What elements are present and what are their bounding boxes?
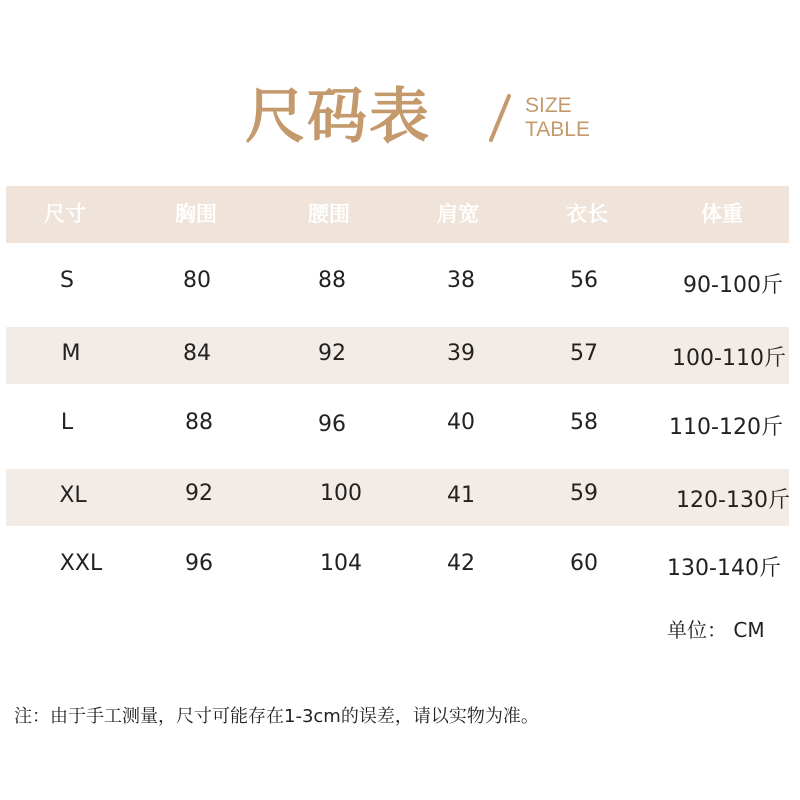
- header-weight: 体重: [701, 202, 743, 226]
- measurement-note: 注：由于手工测量，尺寸可能存在1-3cm的误差，请以实物为准。: [14, 706, 539, 727]
- header-waist: 腰围: [308, 202, 350, 226]
- waist-cell: 96: [318, 412, 346, 437]
- size-cell: XXL: [59, 551, 103, 576]
- length-cell: 59: [570, 481, 598, 506]
- chest-cell: 88: [185, 410, 213, 435]
- header-size: 尺寸: [44, 202, 86, 226]
- shoulder-cell: 39: [447, 341, 475, 366]
- chest-cell: 84: [183, 341, 211, 366]
- waist-cell: 92: [318, 341, 346, 366]
- weight-cell: 100-110斤: [672, 346, 786, 371]
- weight-cell: 110-120斤: [669, 415, 783, 440]
- weight-cell: 120-130斤: [676, 488, 790, 513]
- waist-cell: 104: [320, 551, 362, 576]
- subtitle-table: TABLE: [525, 118, 590, 141]
- size-cell: S: [60, 268, 74, 293]
- weight-cell: 90-100斤: [683, 273, 783, 298]
- header-shoulder: 肩宽: [437, 202, 479, 226]
- subtitle-size: SIZE: [525, 94, 572, 117]
- chest-cell: 80: [183, 268, 211, 293]
- unit-label: 单位： CM: [667, 618, 765, 642]
- shoulder-cell: 40: [447, 410, 475, 435]
- chest-cell: 92: [185, 481, 213, 506]
- length-cell: 56: [570, 268, 598, 293]
- length-cell: 57: [570, 341, 598, 366]
- waist-cell: 100: [320, 481, 362, 506]
- length-cell: 58: [570, 410, 598, 435]
- size-cell: L: [60, 410, 74, 435]
- size-cell: M: [61, 341, 81, 366]
- shoulder-cell: 41: [447, 483, 475, 508]
- chest-cell: 96: [185, 551, 213, 576]
- table-body: [6, 0, 789, 800]
- shoulder-cell: 42: [447, 551, 475, 576]
- size-cell: XL: [59, 483, 87, 508]
- waist-cell: 88: [318, 268, 346, 293]
- header-length: 衣长: [566, 202, 608, 226]
- header-chest: 胸围: [175, 202, 217, 226]
- shoulder-cell: 38: [447, 268, 475, 293]
- size-chart-title: 尺码表: [245, 82, 431, 152]
- weight-cell: 130-140斤: [667, 556, 781, 581]
- length-cell: 60: [570, 551, 598, 576]
